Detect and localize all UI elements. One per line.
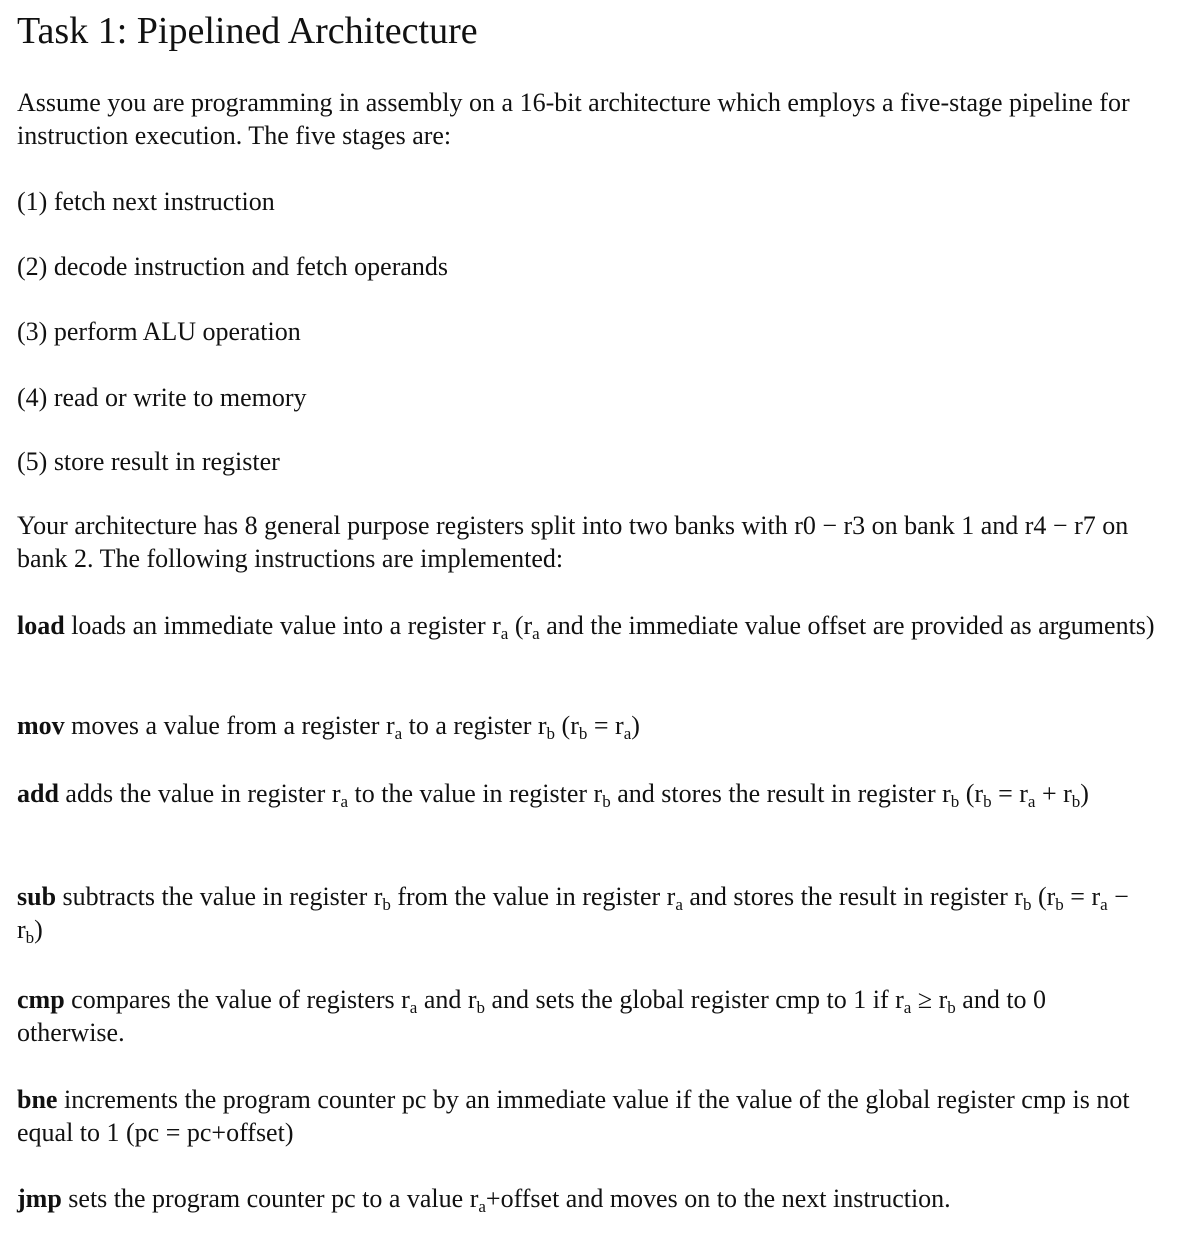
intro-paragraph: Assume you are programming in assembly on a 16-bit architecture which employs a five-stage pipeline for instruction execution. The five stages are: bbox=[17, 88, 1130, 150]
instruction-text: (r bbox=[959, 779, 984, 808]
instruction-text: = r bbox=[587, 711, 624, 740]
instruction-text: and to 0 otherwise. bbox=[17, 985, 1047, 1047]
subscript: b bbox=[983, 792, 992, 811]
subscript: b bbox=[947, 998, 956, 1017]
instruction-bne bbox=[17, 1083, 1157, 1149]
subscript: b bbox=[1071, 792, 1081, 811]
instruction-text: adds the value in register r bbox=[58, 779, 341, 808]
stage-5: (5) store result in register bbox=[17, 447, 280, 476]
instruction-text: compares the value of registers r bbox=[64, 985, 410, 1014]
instruction-text: ) bbox=[34, 915, 43, 944]
registers-paragraph: Your architecture has 8 general purpose registers split into two banks with r0 − r3 on bank 1 and r4 − r7 on bank 2. The following instructions are implemented: bbox=[17, 511, 1129, 573]
subscript: a bbox=[394, 724, 403, 743]
instruction-keyword: jmp bbox=[17, 1184, 62, 1213]
instruction-mov bbox=[17, 709, 1157, 742]
subscript: a bbox=[1100, 895, 1108, 914]
instruction-text: and stores the result in register r bbox=[610, 779, 951, 808]
subscript: b bbox=[578, 724, 588, 743]
instruction-jmp bbox=[17, 1182, 1157, 1215]
instruction-text: increments the program counter pc by an immediate value if the value of the global register cmp is not equal to 1 (pc = pc+offset) bbox=[17, 1085, 1130, 1147]
subscript: b bbox=[1022, 895, 1032, 914]
instruction-text: sets the program counter pc to a value r bbox=[61, 1184, 479, 1213]
subscript: a bbox=[532, 624, 540, 643]
instruction-keyword: mov bbox=[17, 711, 65, 740]
page-title: Task 1: Pipelined Architecture bbox=[17, 10, 478, 52]
instruction-text: = r bbox=[991, 779, 1028, 808]
subscript: a bbox=[675, 895, 683, 914]
instruction-text: moves a value from a register r bbox=[64, 711, 395, 740]
subscript: b bbox=[546, 724, 556, 743]
subscript: b bbox=[25, 928, 35, 947]
instruction-text: (r bbox=[555, 711, 579, 740]
instruction-text: (r bbox=[508, 611, 533, 640]
subscript: b bbox=[476, 998, 486, 1017]
stage-1: (1) fetch next instruction bbox=[17, 187, 275, 216]
instruction-text: and sets the global register cmp to 1 if r bbox=[485, 985, 904, 1014]
stage-3: (3) perform ALU operation bbox=[17, 317, 301, 346]
subscript: a bbox=[340, 792, 349, 811]
stage-2: (2) decode instruction and fetch operands bbox=[17, 252, 449, 281]
instruction-text: +offset and moves on to the next instruction. bbox=[485, 1184, 951, 1213]
instruction-text: from the value in register r bbox=[390, 882, 676, 911]
instruction-text: to the value in register r bbox=[348, 779, 603, 808]
instruction-text: loads an immediate value into a register r bbox=[64, 611, 501, 640]
subscript: a bbox=[409, 998, 418, 1017]
subscript: a bbox=[478, 1197, 486, 1216]
subscript: a bbox=[623, 724, 632, 743]
instruction-text: − r bbox=[17, 882, 1129, 944]
instruction-text: = r bbox=[1063, 882, 1101, 911]
instruction-text: and stores the result in register r bbox=[682, 882, 1023, 911]
subscript: b bbox=[382, 895, 391, 914]
instruction-keyword: bne bbox=[17, 1085, 58, 1114]
instruction-text: + r bbox=[1035, 779, 1072, 808]
subscript: a bbox=[500, 624, 509, 643]
instruction-text: subtracts the value in register r bbox=[56, 882, 383, 911]
instruction-add bbox=[17, 777, 1157, 810]
instruction-text: (r bbox=[1031, 882, 1056, 911]
instruction-keyword: add bbox=[17, 779, 59, 808]
instruction-text: and the immediate value offset are provided as arguments) bbox=[539, 611, 1155, 640]
instruction-text: to a register r bbox=[402, 711, 547, 740]
instruction-text: ≥ r bbox=[911, 985, 948, 1014]
subscript: b bbox=[950, 792, 960, 811]
subscript: b bbox=[1055, 895, 1064, 914]
instruction-keyword: sub bbox=[17, 882, 57, 911]
subscript: a bbox=[903, 998, 912, 1017]
instruction-keyword: load bbox=[17, 611, 65, 640]
instruction-keyword: cmp bbox=[17, 985, 65, 1014]
stage-4: (4) read or write to memory bbox=[17, 383, 307, 412]
instruction-text: ) bbox=[631, 711, 640, 740]
instruction-cmp bbox=[17, 983, 1157, 1049]
subscript: b bbox=[602, 792, 611, 811]
instruction-text: ) bbox=[1080, 779, 1089, 808]
instruction-load bbox=[17, 609, 1157, 642]
subscript: a bbox=[1027, 792, 1036, 811]
instruction-text: and r bbox=[417, 985, 477, 1014]
instruction-sub bbox=[17, 880, 1157, 946]
